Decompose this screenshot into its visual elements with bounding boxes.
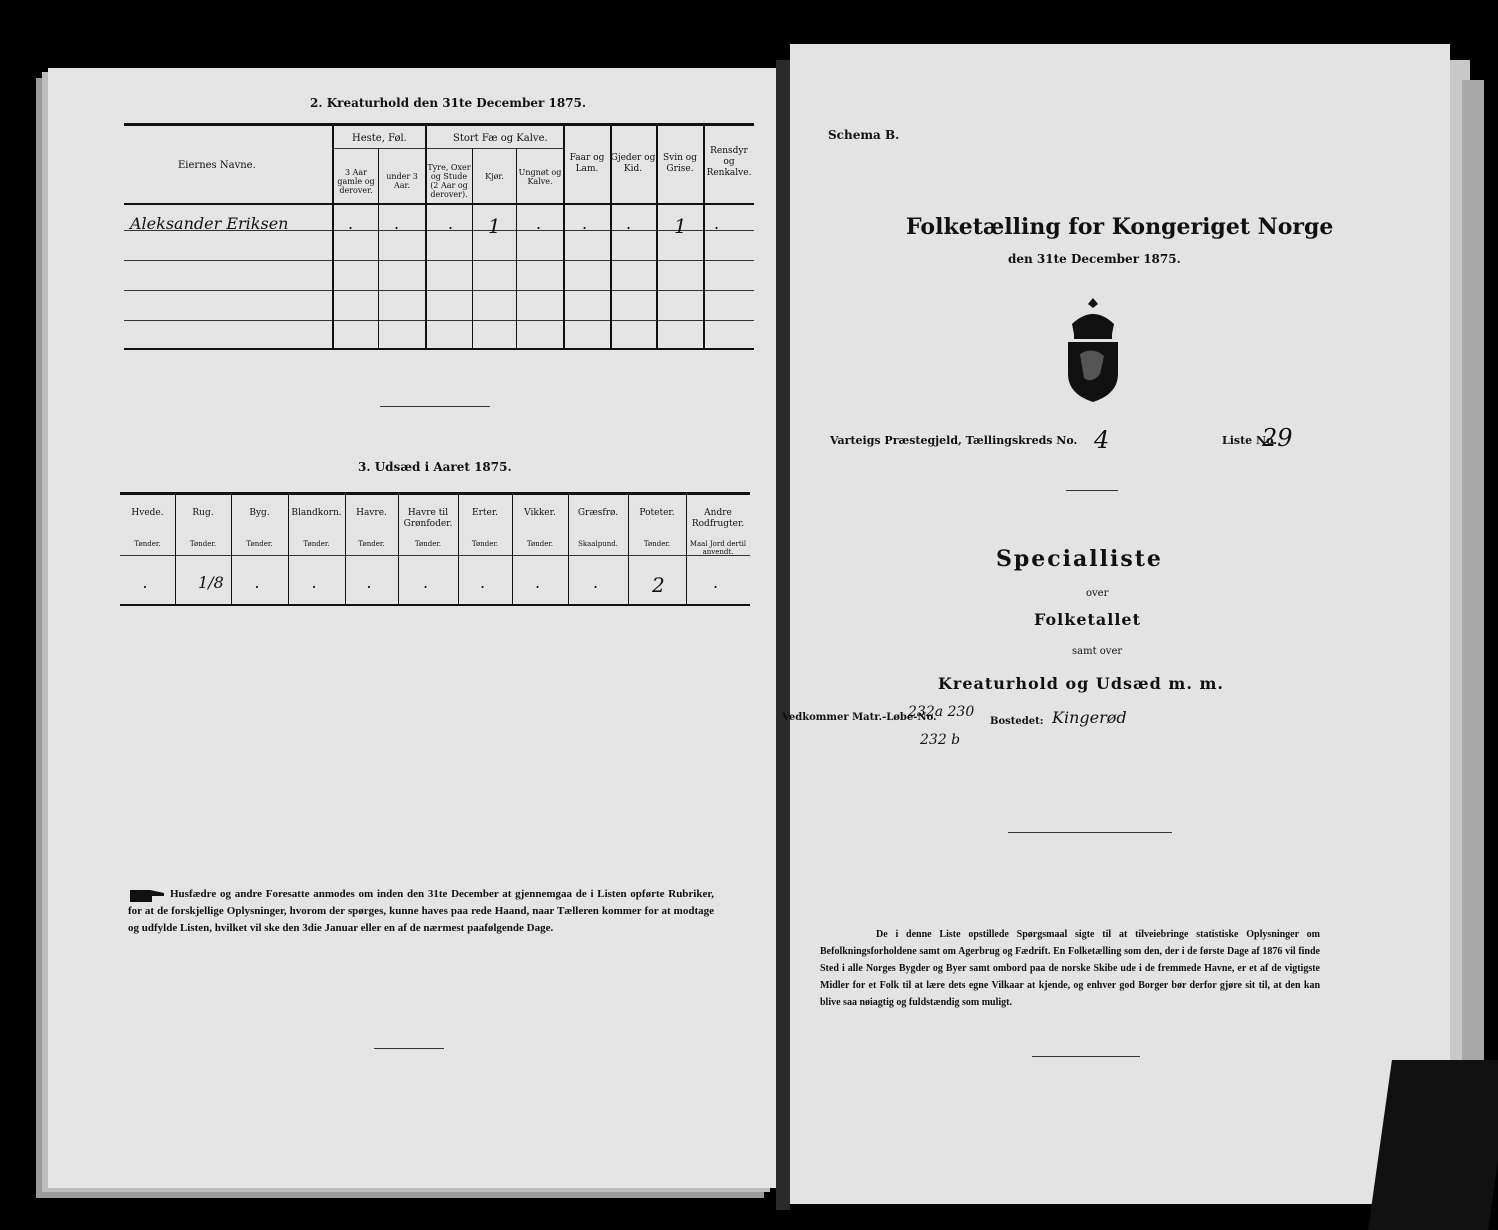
over-label: over [1086,588,1109,599]
separator-line [380,406,490,407]
seed-header-name: Rug. [192,508,214,518]
norwegian-coat-of-arms-icon [1058,294,1128,404]
seed-value-cell: . [593,573,599,592]
schema-label: Schema B. [828,128,900,142]
seed-header-unit: Skaalpund. [578,540,618,548]
matr-value-1: 232a 230 [908,704,975,720]
separator-line [1032,1056,1140,1057]
livestock-cell: . [582,214,588,233]
seed-header-name: Havre til Grønfoder. [403,508,453,529]
kreaturhold-label: Kreaturhold og Udsæd m. m. [938,674,1224,693]
district-number: 4 [1094,426,1110,454]
seed-header-unit: Maal Jord dertil anvendt. [689,540,747,556]
livestock-cell: 1 [674,214,687,238]
header-reindeer: Rensdyr og Renkalve. [706,146,752,178]
seed-value-cell: 1/8 [198,573,224,592]
seed-value-cell: . [366,573,372,592]
table-rule [425,148,563,149]
seed-header-name: Erter. [472,508,498,518]
special-title: Specialliste [996,546,1163,572]
footer-text: De i denne Liste opstillede Spørgsmaal sigte til at tilveiebringe statistiske Oplysninger om Befolkningsforholdene samt om Agerbrug og Fædrift. En Folketælling som den, der i de første Dage af 1876 vil finde Sted i alle Norges Bygder og Byer samt ombord paa de norske Skibe ude i de fremmede Havne, er et af de vigtigste Midler for et Folk til at lære dets egne Vilkaar at kjende, og enhver god Borger bør derfor gjøre sit til, at den kan blive saa nøiagtig og fuldstændig som muligt. [820,929,1320,1008]
matr-value-2: 232 b [920,732,961,748]
parish-label: Varteigs Præstegjeld, Tællingskreds No. [830,434,1078,447]
bostedet-value: Kingerød [1052,708,1127,727]
list-label: Liste No. [1222,434,1278,447]
table-rule [124,260,754,261]
table-rule [124,348,754,350]
header-horses-sub2: under 3 Aar. [386,172,418,190]
book-spine [776,60,790,1210]
seed-header-unit: Tønder. [471,540,499,548]
date-line: den 31te December 1875. [1008,252,1181,266]
seed-value-cell: 2 [652,573,665,597]
matr-label: Vedkommer Matr.-Løbe-No. [782,712,937,723]
notice-text: Husfædre og andre Foresatte anmodes om inden den 31te December at gjennemgaa de i Listen opførte Rubriker, for at de forskjellige Oplysninger, hvorom der spørges, kunne haves paa rede Haand, naar Tælleren kommer for at modtage og udfylde Listen, hvilket vil ske den 3die Januar eller en af de nærmest paafølgende Dage. [128,888,714,934]
bostedet-label: Bostedet: [990,716,1044,727]
seed-value-cell: . [480,573,486,592]
table-rule [120,604,750,606]
header-cattle-sub1: Tyre, Oxer og Stude (2 Aar og derover). [427,163,471,199]
separator-line [374,1048,444,1049]
table-rule [124,203,754,205]
section2-title: 2. Kreaturhold den 31te December 1875. [310,96,587,110]
left-page [48,68,776,1188]
table-rule [124,290,754,291]
header-horses-sub1: 3 Aar gamle og derover. [337,168,375,195]
seed-header-name: Blandkorn. [291,508,342,518]
header-pigs: Svin og Grise. [663,153,697,174]
list-number: 29 [1262,424,1293,452]
seed-header-unit: Tønder. [246,540,273,548]
header-horses: Heste, Føl. [352,133,407,144]
seed-header-unit: Tønder. [189,540,217,548]
header-owner: Eiernes Navne. [178,160,256,171]
samt-over-label: samt over [1072,646,1123,657]
seed-header-unit: Tønder. [303,540,330,548]
header-cattle-sub2: Kjør. [485,172,504,181]
table-column-rule [332,126,334,348]
header-goats: Gjeder og Kid. [610,153,656,174]
livestock-cell: 1 [488,214,501,238]
page-stack-edge [1462,80,1484,1140]
seed-header-unit: Tønder. [643,540,671,548]
livestock-cell: . [626,214,632,233]
table-rule [120,555,750,556]
binder-clip [1368,1060,1498,1230]
header-cattle: Stort Fæ og Kalve. [453,133,548,144]
separator-line [1066,490,1118,491]
right-page [782,44,1450,1204]
seed-value-cell: . [535,573,541,592]
main-title: Folketælling for Kongeriget Norge [906,214,1334,240]
seed-header-unit: Tønder. [134,540,161,548]
seed-header-unit: Tønder. [358,540,385,548]
table-rule [333,148,425,149]
livestock-cell: . [448,214,454,233]
livestock-cell: . [536,214,542,233]
seed-header-name: Hvede. [131,508,164,518]
table-rule [124,123,754,126]
livestock-cell: . [348,214,354,233]
separator-line [1008,832,1172,833]
header-cattle-sub3: Ungnøt og Kalve. [518,168,562,186]
seed-value-cell: . [254,573,260,592]
seed-header-unit: Tønder. [414,540,442,548]
section3-title: 3. Udsæd i Aaret 1875. [358,460,512,474]
table-rule [120,492,750,495]
seed-header-name: Græsfrø. [577,508,619,518]
seed-value-cell: . [423,573,429,592]
seed-header-name: Havre. [356,508,387,518]
seed-value-cell: . [713,573,719,592]
seed-header-name: Poteter. [639,508,675,518]
seed-value-cell: . [142,573,148,592]
seed-header-name: Andre Rodfrugter. [691,508,745,529]
seed-header-name: Byg. [249,508,270,518]
seed-header-name: Vikker. [524,508,556,518]
folketallet-label: Folketallet [1034,610,1141,629]
livestock-cell: . [394,214,400,233]
owner-name: Aleksander Eriksen [130,214,289,233]
table-rule [124,320,754,321]
seed-value-cell: . [311,573,317,592]
seed-header-unit: Tønder. [526,540,554,548]
livestock-cell: . [714,214,720,233]
table-column-rule [425,126,427,348]
header-sheep: Faar og Lam. [569,153,605,174]
